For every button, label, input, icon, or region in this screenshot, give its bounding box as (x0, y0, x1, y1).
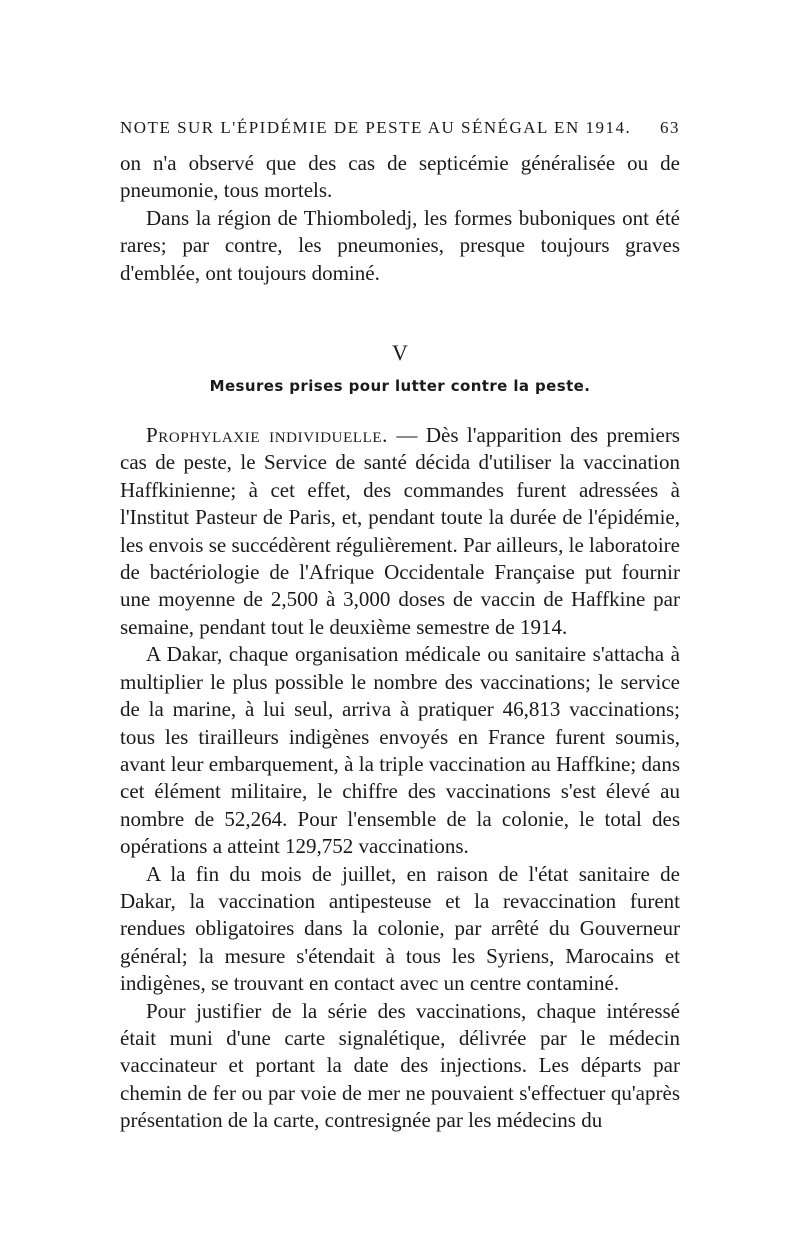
paragraph-juillet: A la fin du mois de juillet, en raison de l'état sanitaire de Dakar, la vaccination antipesteuse et la revaccination furent rendues obligatoires dans la colonie, par arrêté du Gouverneur général; la mesure s'étendait à tous les Syriens, Marocains et indigènes, se trouvant en contact avec un centre contaminé. (120, 861, 680, 996)
paragraph-continuation: on n'a observé que des cas de septicémie généralisée ou de pneumonie, tous mortels. (120, 151, 680, 203)
paragraph-dakar: A Dakar, chaque organisation médicale ou sanitaire s'attacha à multiplier le plus possible le nombre des vaccinations; le service de la marine, à lui seul, arriva à pratiquer 46,813 vaccinations; tous les tirailleurs indigènes envoyés en France furent soumis, avant leur embarquement, à la triple vaccination au Haffkine; dans cet élément militaire, le chiffre des vaccinations s'est élevé au nombre de 52,264. Pour l'ensemble de la colonie, le total des opérations a atteint 129,752 vaccinations. (120, 642, 680, 859)
paragraph-carte: Pour justifier de la série des vaccinations, chaque intéressé était muni d'une carte signalétique, délivrée par le médecin vaccinateur et portant la date des injections. Les départs par chemin de fer ou par voie de mer ne pouvaient s'effectuer qu'après présentation de la carte, contresignée par les médecins du (120, 998, 680, 1133)
running-head-title: NOTE SUR L'ÉPIDÉMIE DE PESTE AU SÉNÉGAL EN 1914. (120, 118, 632, 137)
paragraph-prophylaxie (120, 422, 680, 641)
section-spacer (120, 398, 680, 422)
page-number: 63 (660, 118, 680, 137)
paragraph-prophylaxie-text: — Dès l'apparition des premiers cas de peste, le Service de santé décida d'utiliser la vaccination Haffkinienne; à cet effet, des commandes furent adressées à l'Institut Pasteur de Paris, et, pendant toute la durée de l'épidémie, les envois se succédèrent régulièrement. Par ailleurs, le laboratoire de bactériologie de l'Afrique Occidentale Française put fournir une moyenne de 2,500 à 3,000 doses de vaccin de Haffkine par semaine, pendant tout le deuxième semestre de 1914. (120, 423, 680, 639)
section-title: Mesures prises pour lutter contre la peste. (209, 377, 591, 396)
section-number: V (392, 340, 408, 366)
paragraph-lead-in: Prophylaxie individuelle. (146, 423, 388, 448)
body-text (120, 150, 680, 1135)
running-head (120, 118, 680, 138)
paragraph-thiomboledj: Dans la région de Thiomboledj, les formes buboniques ont été rares; par contre, les pneumonies, presque toujours graves d'emblée, ont toujours dominé. (120, 205, 680, 285)
